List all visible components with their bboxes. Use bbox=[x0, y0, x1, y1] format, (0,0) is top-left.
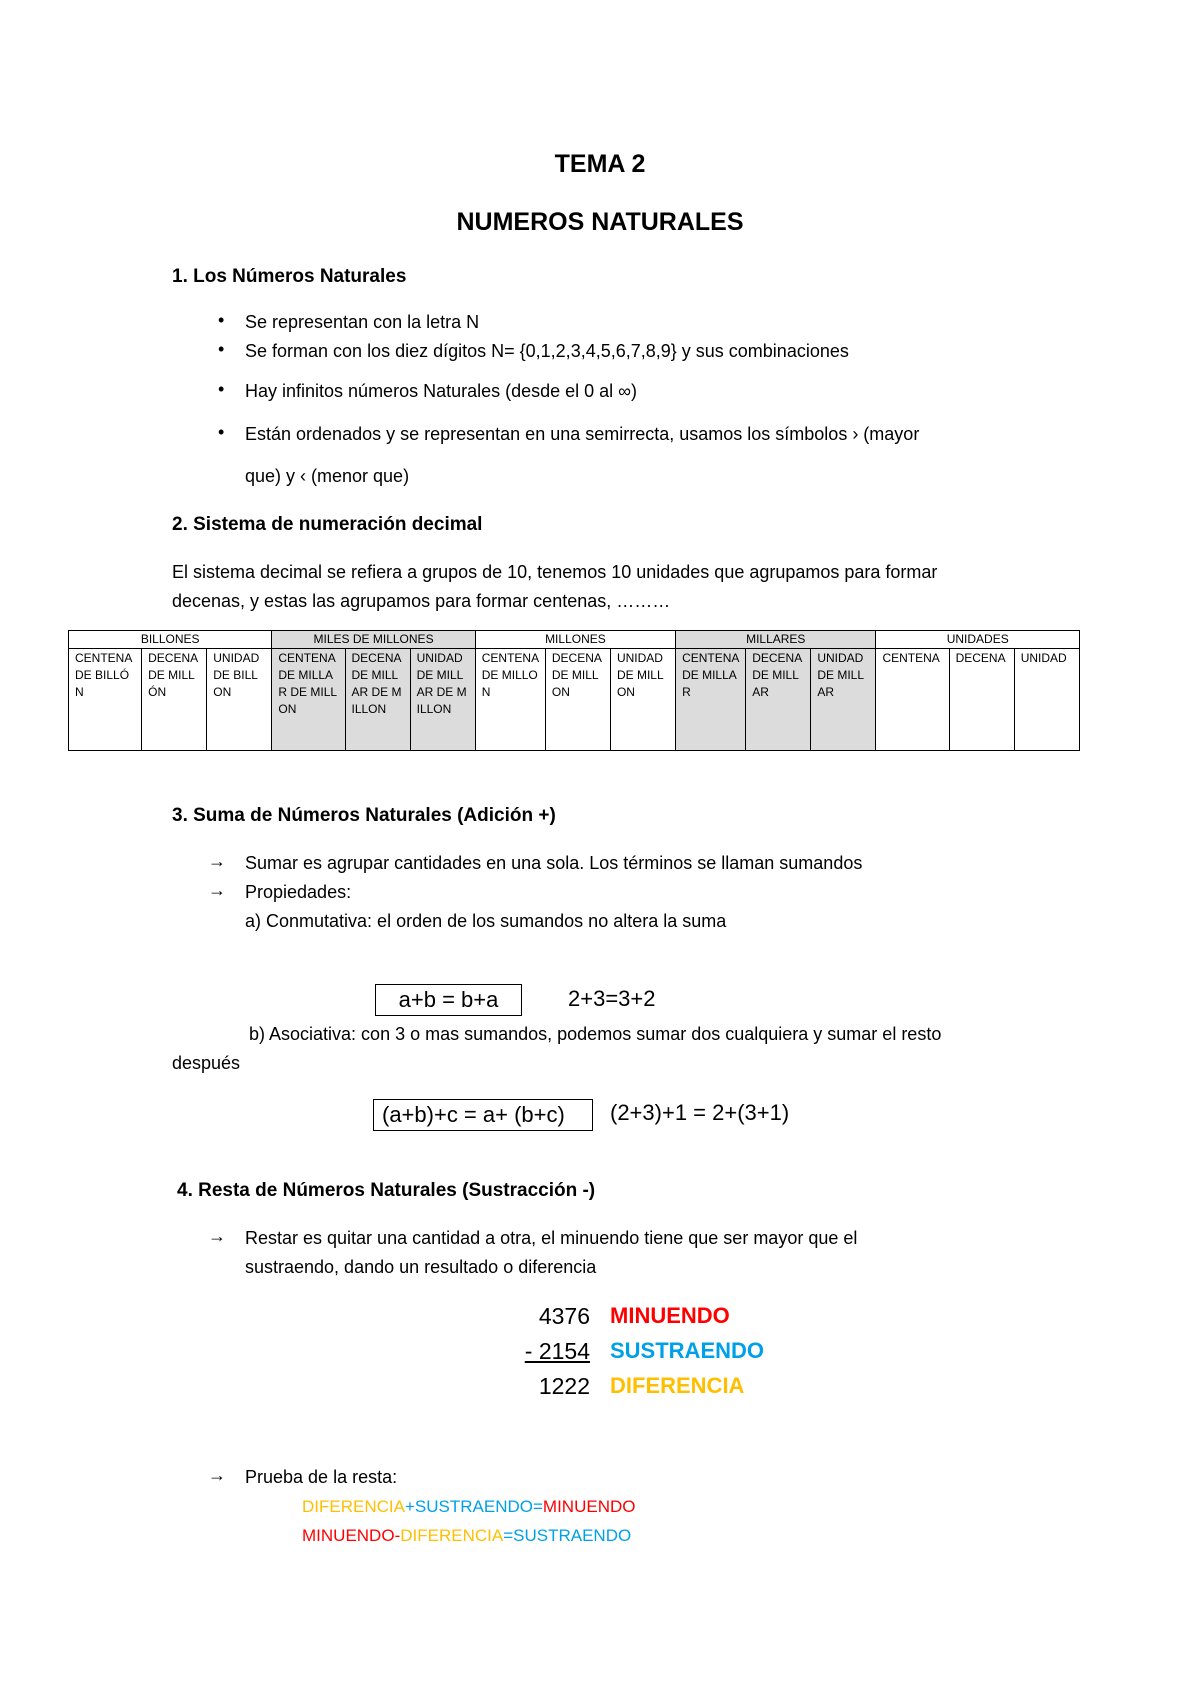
table-cell: UNIDAD DE MILLON bbox=[616, 651, 664, 699]
section3-item: Propiedades: bbox=[245, 882, 352, 902]
section1-bullet: Hay infinitos números Naturales (desde el 0 al ∞) bbox=[245, 381, 638, 401]
table-cell: CENTENA DE MILLAR DE MILLON bbox=[278, 651, 338, 716]
section1-bullet: Están ordenados y se representan en una semirrecta, usamos los símbolos › (mayor bbox=[245, 424, 920, 444]
proof-operator: = bbox=[532, 1497, 543, 1516]
section2-paragraph-line: decenas, y estas las agrupamos para formar centenas, ……… bbox=[172, 591, 671, 611]
table-cell: CENTENA DE BILLÓN bbox=[75, 651, 132, 699]
table-group-header: UNIDADES bbox=[876, 631, 1080, 649]
proof-operator: = bbox=[503, 1526, 514, 1545]
minuend-value: 4376 bbox=[538, 1303, 590, 1329]
bullet-icon: • bbox=[218, 339, 225, 359]
table-row bbox=[69, 649, 1080, 751]
tema-title: TEMA 2 bbox=[554, 150, 646, 178]
section4-heading: 4. Resta de Números Naturales (Sustracción -) bbox=[177, 1180, 596, 1201]
proof-equation-1 bbox=[302, 1497, 635, 1517]
table-cell: CENTENA DE MILLAR bbox=[682, 651, 739, 699]
proof-term: DIFERENCIA bbox=[400, 1526, 504, 1545]
document-title: NUMEROS NATURALES bbox=[456, 208, 744, 236]
proof-operator: + bbox=[404, 1497, 415, 1516]
table-cell: DECENA DE MILLAR bbox=[752, 651, 802, 699]
proof-term: SUSTRAENDO bbox=[414, 1497, 533, 1516]
section4-item-continuation: sustraendo, dando un resultado o diferencia bbox=[245, 1257, 597, 1277]
proof-operator: - bbox=[394, 1526, 401, 1545]
place-value-table bbox=[68, 630, 1080, 751]
section1-bullet: Se representan con la letra N bbox=[245, 312, 480, 332]
section3-item: Sumar es agrupar cantidades en una sola. Los términos se llaman sumandos bbox=[245, 853, 863, 873]
formula-associative-box: (a+b)+c = a+ (b+c) bbox=[373, 1099, 593, 1131]
property-b-text-continuation: después bbox=[172, 1053, 241, 1073]
table-cell: UNIDAD DE MILLAR DE MILLON bbox=[416, 651, 467, 716]
section3-heading: 3. Suma de Números Naturales (Adición +) bbox=[172, 805, 556, 826]
formula-commutative-box: a+b = b+a bbox=[375, 984, 522, 1016]
section1-bullet: Se forman con los diez dígitos N= {0,1,2,3,4,5,6,7,8,9} y sus combinaciones bbox=[245, 341, 849, 361]
table-cell: DECENA DE MILLÓN bbox=[148, 651, 198, 699]
section1-heading: 1. Los Números Naturales bbox=[172, 266, 407, 287]
associative-example: (2+3)+1 = 2+(3+1) bbox=[610, 1100, 790, 1125]
bullet-icon: • bbox=[218, 310, 225, 330]
table-cell: DECENA DE MILLON bbox=[551, 651, 602, 699]
property-b-text: b) Asociativa: con 3 o mas sumandos, podemos sumar dos cualquiera y sumar el resto bbox=[249, 1024, 942, 1044]
arrow-right-icon: → bbox=[208, 880, 226, 900]
subtrahend-value: - 2154 bbox=[524, 1338, 590, 1364]
proof-term: MINUENDO bbox=[302, 1526, 395, 1545]
table-group-header: MILLARES bbox=[676, 631, 876, 649]
table-cell: DECENA DE MILLAR DE MILLON bbox=[351, 651, 402, 716]
section2-heading: 2. Sistema de numeración decimal bbox=[172, 514, 483, 535]
table-cell: DECENA bbox=[955, 651, 1006, 665]
bullet-icon: • bbox=[218, 422, 225, 442]
arrow-right-icon: → bbox=[208, 1465, 226, 1485]
subtrahend-label: SUSTRAENDO bbox=[610, 1338, 765, 1363]
property-a-text: a) Conmutativa: el orden de los sumandos no altera la suma bbox=[245, 911, 727, 931]
commutative-example: 2+3=3+2 bbox=[568, 986, 656, 1011]
table-cell: CENTENA DE MILLON bbox=[481, 651, 539, 699]
section2-paragraph-line: El sistema decimal se refiera a grupos de 10, tenemos 10 unidades que agrupamos para formar bbox=[172, 562, 938, 582]
arrow-right-icon: → bbox=[208, 1226, 226, 1246]
proof-term: SUSTRAENDO bbox=[513, 1526, 632, 1545]
table-group-row bbox=[69, 631, 1080, 649]
proof-title: Prueba de la resta: bbox=[245, 1467, 398, 1487]
table-group-header: MILLONES bbox=[475, 631, 675, 649]
minuend-label: MINUENDO bbox=[610, 1303, 730, 1328]
section1-bullet-continuation: que) y ‹ (menor que) bbox=[245, 466, 410, 486]
difference-value: 1222 bbox=[538, 1373, 590, 1399]
section4-item: Restar es quitar una cantidad a otra, el minuendo tiene que ser mayor que el bbox=[245, 1228, 858, 1248]
table-group-header: BILLONES bbox=[69, 631, 272, 649]
table-group-header: MILES DE MILLONES bbox=[272, 631, 475, 649]
difference-label: DIFERENCIA bbox=[610, 1373, 745, 1398]
bullet-icon: • bbox=[218, 379, 225, 399]
proof-term: MINUENDO bbox=[542, 1497, 636, 1516]
arrow-right-icon: → bbox=[208, 851, 226, 871]
table-cell: UNIDAD bbox=[1020, 651, 1067, 665]
table-cell: UNIDAD DE MILLAR bbox=[817, 651, 864, 699]
table-cell: UNIDAD DE BILLON bbox=[213, 651, 260, 699]
proof-equation-2 bbox=[302, 1526, 631, 1546]
proof-term: DIFERENCIA bbox=[302, 1497, 405, 1516]
table-cell: CENTENA bbox=[882, 651, 940, 665]
